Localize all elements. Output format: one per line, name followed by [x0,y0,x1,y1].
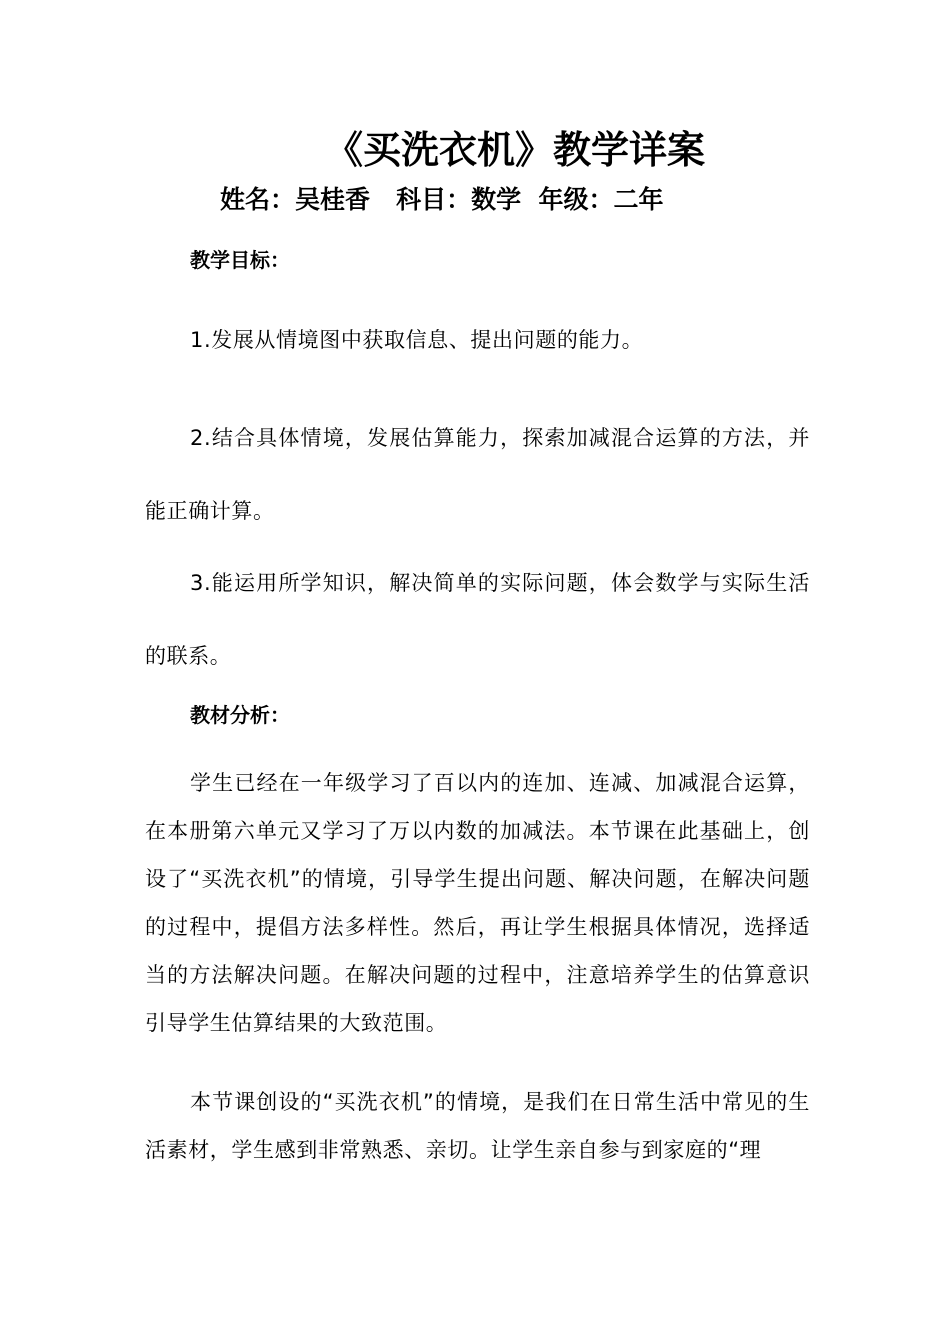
goal-paragraph-1: 1.发展从情境图中获取信息、提出问题的能力。 [190,328,644,352]
goal-paragraph-2: 2.结合具体情境，发展估算能力，探索加减混合运算的方法，并能正确计算。 [145,426,810,523]
analysis-paragraph-2: 本节课创设的“买洗衣机”的情境，是我们在日常生活中常见的生活素材，学生感到非常熟悉、亲切。让学生亲自参与到家庭的“理 [145,1090,810,1162]
goal-paragraph-3: 3.能运用所学知识，解决简单的实际问题，体会数学与实际生活的联系。 [145,571,810,668]
section-heading-material-analysis: 教材分析： [190,703,290,727]
document-title: 《买洗衣机》教学详案 [324,128,705,172]
section-heading-teaching-goals: 教学目标： [190,248,290,272]
author-subject-grade-line: 姓名：吴桂香 科目：数学 年级：二年 [220,185,664,214]
analysis-paragraph-1: 学生已经在一年级学习了百以内的连加、连减、加减混合运算，在本册第六单元又学习了万以内数的加减法。本节课在此基础上，创设了“买洗衣机”的情境，引导学生提出问题、解决问题，在解决问题的过程中，提倡方法多样性。然后，再让学生根据具体情况，选择适当的方法解决问题。在解决问题的过程中，注意培养学生的估算意识引导学生估算结果的大致范围。 [145,771,810,1035]
